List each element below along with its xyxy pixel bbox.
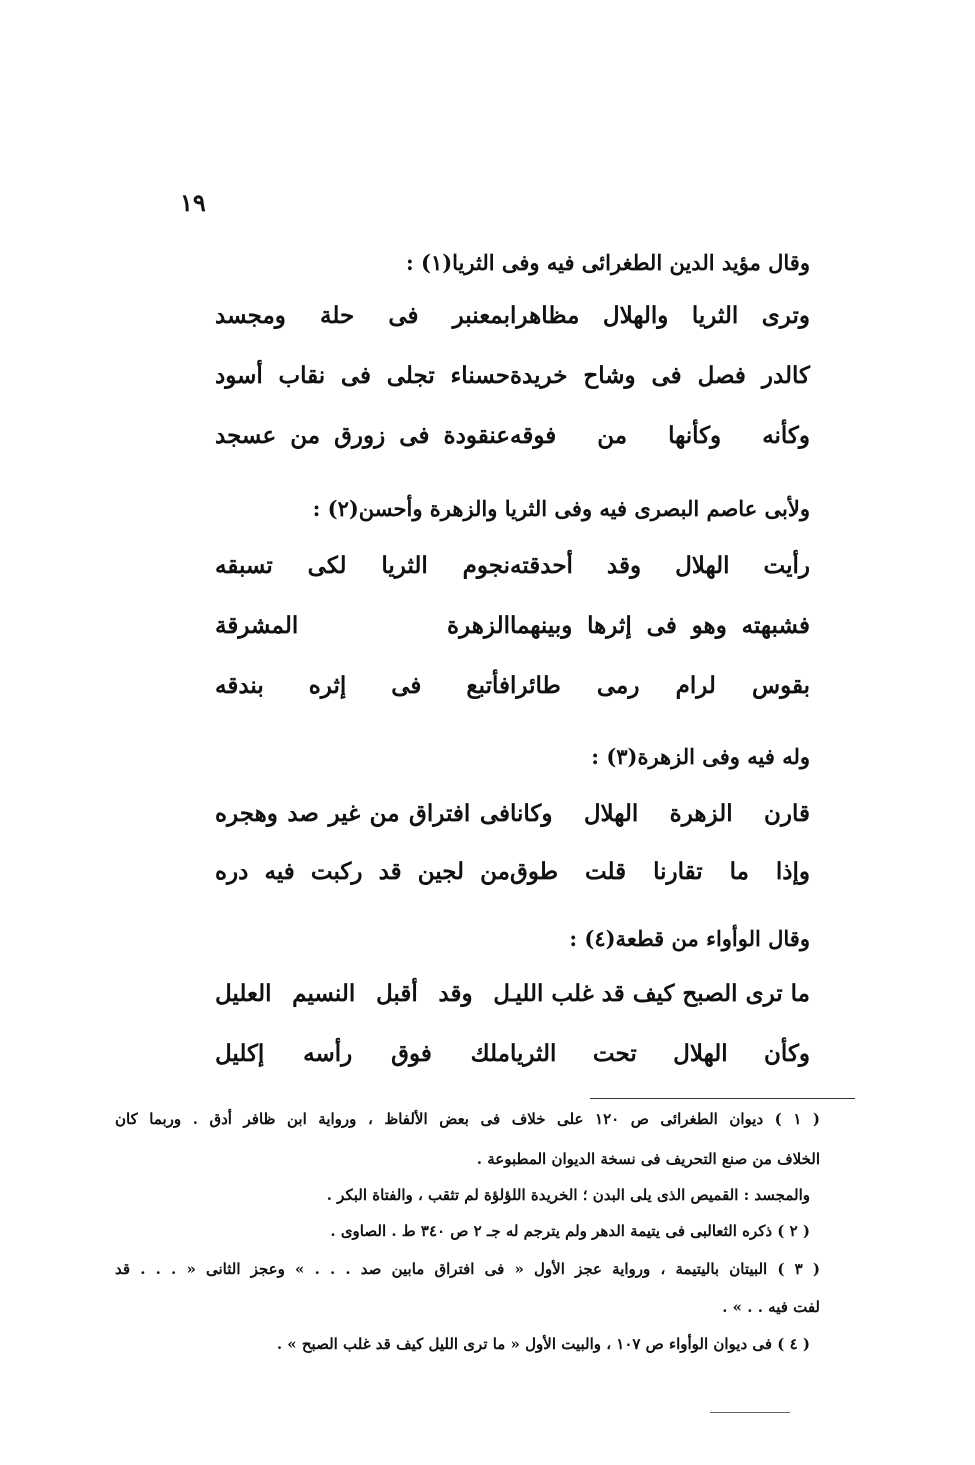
verse-second-hemistich: من لجين قد ركبت فيه دره [215, 858, 510, 885]
verse-second-hemistich: ل وقد أقبل النسيم العليل [215, 980, 510, 1007]
footnote-separator [590, 1098, 855, 1099]
verse [215, 302, 810, 342]
verse-second-hemistich: فى افتراق من غير صد وهجره [215, 800, 510, 827]
verse-first-hemistich: كالدر فصل فى وشاح خريدة [510, 362, 810, 389]
section-intro-1: وقال مؤيد الدين الطغرائى فيه وفى الثريا(١) : [405, 250, 810, 275]
footnote-1-line-2: الخلاف من صنع التحريف فى نسخة الديوان المطبوعة . [476, 1150, 820, 1168]
verse-second-hemistich: فأتبع فى إثره بندقه [215, 672, 510, 699]
verse-second-hemistich: بمعنبر فى حلة ومجسد [215, 302, 510, 329]
verse [215, 858, 810, 898]
verse-first-hemistich: وإذا ما تقارنا قلت طوق [510, 858, 810, 885]
section-intro-2: ولأبى عاصم البصرى فيه وفى الثريا والزهرة وأحسن(٢) : [312, 496, 810, 521]
verse [215, 612, 810, 652]
verse-first-hemistich: وكأن الهلال تحت الثريا [510, 1040, 810, 1067]
verse [215, 672, 810, 712]
verse-first-hemistich: وكأنه وكأنها من فوقه [510, 422, 810, 449]
verse-first-hemistich: رأيت الهلال وقد أحدقته [510, 552, 810, 579]
section-intro-4: وقال الوأواء من قطعة(٤) : [569, 926, 810, 951]
verse [215, 980, 810, 1020]
verse-second-hemistich: الزهرة المشرقة [215, 612, 510, 639]
verse-first-hemistich: وترى الثريا والهلال مظاهرا [510, 302, 810, 329]
verse-first-hemistich: بقوس لرام رمى طائرا [510, 672, 810, 699]
footnote-4: ( ٤ ) فى ديوان الوأواء ص ١٠٧ ، والبيت الأول « ما ترى الليل كيف قد غلب الصبح » . [276, 1335, 810, 1353]
footnote-3-line-1: ( ٣ ) البيتان باليتيمة ، ورواية عجز الأول « فى افتراق مابين صد . . . » وعجز الثانى « . . . قد [115, 1260, 820, 1278]
verse [215, 552, 810, 592]
footnote-1-line-1: ( ١ ) ديوان الطغرائى ص ١٢٠ على خلاف فى بعض الألفاظ ، ورواية ابن ظافر أدق . وربما كان [115, 1110, 821, 1128]
verse-second-hemistich: ملك فوق رأسه إكليل [215, 1040, 510, 1067]
verse-first-hemistich: قارن الزهرة الهلال وكانا [510, 800, 810, 827]
verse [215, 1040, 810, 1080]
verse [215, 422, 810, 462]
verse [215, 800, 810, 840]
footnote-2: ( ٢ ) ذكره الثعالبى فى يتيمة الدهر ولم يترجم له جـ ٢ ص ٣٤٠ ط . الصاوى . [330, 1222, 810, 1240]
verse-second-hemistich: نجوم الثريا لكى تسبقه [215, 552, 510, 579]
verse-first-hemistich: ما ترى الصبح كيف قد غلب الليـ [508, 980, 810, 1007]
footnote-1-line-3: والمجسد : القميص الذى يلى البدن ؛ الخريدة اللؤلؤة لم تثقب ، والفتاة البكر . [326, 1186, 810, 1204]
footnote-3-line-2: لفت فيه . . » . [722, 1298, 820, 1316]
page-number: ١٩ [180, 188, 206, 217]
verse-second-hemistich: عنقودة فى زورق من عسجد [215, 422, 510, 449]
verse-first-hemistich: فشبهته وهو فى إثرها وبينهما [510, 612, 810, 639]
verse [215, 362, 810, 402]
section-intro-3: وله فيه وفى الزهرة(٣) : [591, 744, 810, 769]
verse-second-hemistich: حسناء تجلى فى نقاب أسود [215, 362, 510, 389]
bottom-mark [710, 1412, 790, 1413]
